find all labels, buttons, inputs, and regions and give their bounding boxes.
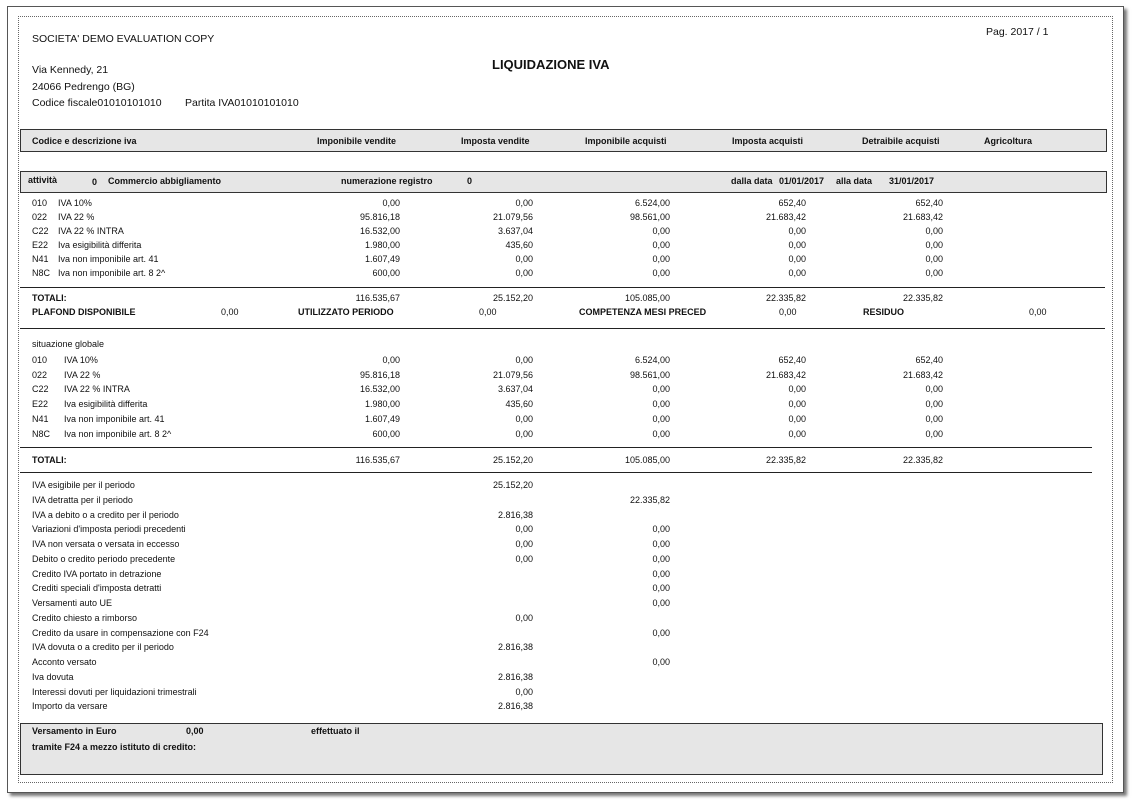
imposta-acquisti-cell: 0,00 xyxy=(788,268,806,278)
totals-label: TOTALI: xyxy=(32,293,67,303)
col-detraibile-acquisti: Detraibile acquisti xyxy=(862,136,940,146)
vat-description: Iva non imponibile art. 8 2^ xyxy=(58,268,166,278)
summary-label: Credito da usare in compensazione con F24 xyxy=(32,627,209,638)
report-page xyxy=(7,6,1124,793)
totals-v3: 105.085,00 xyxy=(624,293,670,303)
totals2-label: TOTALI: xyxy=(32,455,67,465)
global-imposta-vendite-cell: 0,00 xyxy=(515,355,533,365)
summary-label: Importo da versare xyxy=(32,701,108,712)
payment-date-label: effettuato il xyxy=(311,726,360,736)
plafond-disp-label: PLAFOND DISPONIBILE xyxy=(32,307,136,317)
vat-code: N8C xyxy=(32,268,51,278)
imposta-acquisti-cell: 0,00 xyxy=(788,254,806,264)
plafond-comp-value: 0,00 xyxy=(779,307,797,317)
summary-debit-value: 2.816,38 xyxy=(497,671,533,682)
imposta-vendite-cell: 435,60 xyxy=(505,240,533,250)
vat-description: IVA 22 % xyxy=(58,212,95,222)
imposta-vendite-cell: 21.079,56 xyxy=(492,212,533,222)
global-imposta-acquisti-cell: 0,00 xyxy=(788,414,806,424)
imponibile-vendite-cell: 0,00 xyxy=(382,198,400,208)
global-imponibile-vendite-cell: 95.816,18 xyxy=(359,370,400,380)
global-detraibile-acquisti-cell: 0,00 xyxy=(925,384,943,394)
summary-label: IVA non versata o versata in eccesso xyxy=(32,539,180,549)
global-vat-code: 022 xyxy=(32,370,48,380)
global-imponibile-vendite-cell: 1.980,00 xyxy=(364,399,400,409)
global-imposta-acquisti-cell: 0,00 xyxy=(788,399,806,409)
global-vat-description: IVA 10% xyxy=(64,355,98,365)
summary-label: IVA esigibile per il periodo xyxy=(32,480,135,490)
global-imposta-acquisti-cell: 0,00 xyxy=(788,384,806,394)
global-imponibile-acquisti-cell: 0,00 xyxy=(652,384,670,394)
global-vat-description: IVA 22 % xyxy=(64,370,101,380)
global-imponibile-vendite-cell: 0,00 xyxy=(382,355,400,365)
global-detraibile-acquisti-cell: 0,00 xyxy=(925,429,943,439)
plafond-res-value: 0,00 xyxy=(1029,307,1047,317)
imponibile-vendite-cell: 1.980,00 xyxy=(364,240,400,250)
summary-credit-value: 0,00 xyxy=(652,583,670,594)
global-imposta-vendite-cell: 0,00 xyxy=(515,429,533,439)
summary-debit-value: 0,00 xyxy=(515,612,533,623)
activity-label: attività xyxy=(28,175,58,185)
imponibile-acquisti-cell: 0,00 xyxy=(652,240,670,250)
report-title: LIQUIDAZIONE IVA xyxy=(492,57,610,72)
imposta-vendite-cell: 0,00 xyxy=(515,254,533,264)
plafond-disp-value: 0,00 xyxy=(221,307,239,317)
summary-debit-value: 0,00 xyxy=(515,686,533,697)
totals-v2: 25.152,20 xyxy=(492,293,533,303)
global-vat-description: Iva non imponibile art. 8 2^ xyxy=(64,429,172,439)
global-imponibile-acquisti-cell: 0,00 xyxy=(652,399,670,409)
global-imposta-vendite-cell: 21.079,56 xyxy=(492,370,533,380)
totals-v1: 116.535,67 xyxy=(355,293,400,303)
global-imposta-vendite-cell: 0,00 xyxy=(515,414,533,424)
global-detraibile-acquisti-cell: 652,40 xyxy=(915,355,943,365)
global-situation-label: situazione globale xyxy=(32,339,105,349)
divider xyxy=(20,328,1105,329)
global-vat-description: Iva non imponibile art. 41 xyxy=(64,414,165,424)
vat-code: E22 xyxy=(32,240,49,250)
from-date-label: dalla data xyxy=(731,176,773,186)
global-imponibile-vendite-cell: 1.607,49 xyxy=(364,414,400,424)
summary-debit-value: 2.816,38 xyxy=(497,509,533,520)
summary-debit-value: 2.816,38 xyxy=(497,701,533,712)
vat-number: Partita IVA01010101010 xyxy=(185,97,299,109)
global-vat-description: IVA 22 % INTRA xyxy=(64,384,130,394)
company-name: SOCIETA' DEMO EVALUATION COPY xyxy=(32,33,215,45)
totals-v5: 22.335,82 xyxy=(902,293,943,303)
imposta-acquisti-cell: 21.683,42 xyxy=(765,212,806,222)
summary-label: Credito IVA portato in detrazione xyxy=(32,568,162,579)
vat-description: IVA 10% xyxy=(58,198,92,208)
payment-method: tramite F24 a mezzo istituto di credito: xyxy=(32,742,197,752)
col-imposta-acquisti: Imposta acquisti xyxy=(732,136,804,146)
global-detraibile-acquisti-cell: 21.683,42 xyxy=(902,370,943,380)
summary-label: Credito chiesto a rimborso xyxy=(32,612,138,623)
vat-description: Iva non imponibile art. 41 xyxy=(58,254,159,264)
summary-credit-value: 0,00 xyxy=(652,539,670,549)
imposta-vendite-cell: 0,00 xyxy=(515,198,533,208)
imponibile-vendite-cell: 600,00 xyxy=(372,268,400,278)
summary-debit-value: 0,00 xyxy=(515,553,533,564)
imponibile-acquisti-cell: 0,00 xyxy=(652,226,670,236)
summary-label: Interessi dovuti per liquidazioni trimestrali xyxy=(32,686,197,697)
global-imposta-acquisti-cell: 0,00 xyxy=(788,429,806,439)
imponibile-acquisti-cell: 0,00 xyxy=(652,254,670,264)
detraibile-acquisti-cell: 0,00 xyxy=(925,226,943,236)
global-imponibile-vendite-cell: 600,00 xyxy=(372,429,400,439)
imponibile-acquisti-cell: 98.561,00 xyxy=(629,212,670,222)
vat-code: 022 xyxy=(32,212,48,222)
global-vat-code: N8C xyxy=(32,429,51,439)
payment-label: Versamento in Euro xyxy=(32,726,117,736)
to-date-value: 31/01/2017 xyxy=(889,176,935,186)
summary-label: Versamenti auto UE xyxy=(32,598,113,608)
global-imposta-acquisti-cell: 21.683,42 xyxy=(765,370,806,380)
vat-description: Iva esigibilità differita xyxy=(58,240,142,250)
imponibile-acquisti-cell: 0,00 xyxy=(652,268,670,278)
plafond-comp-label: COMPETENZA MESI PRECED xyxy=(579,307,707,317)
global-vat-code: E22 xyxy=(32,399,49,409)
activity-desc: Commercio abbigliamento xyxy=(108,176,222,186)
col-imposta-vendite: Imposta vendite xyxy=(461,136,530,146)
detraibile-acquisti-cell: 652,40 xyxy=(915,198,943,208)
numreg-value: 0 xyxy=(467,176,473,186)
summary-label: Crediti speciali d'imposta detratti xyxy=(32,583,162,594)
global-imponibile-acquisti-cell: 98.561,00 xyxy=(629,370,670,380)
page-number: Pag. 2017 / 1 xyxy=(986,26,1049,38)
summary-debit-value: 25.152,20 xyxy=(492,480,533,490)
summary-label: IVA dovuta o a credito per il periodo xyxy=(32,642,174,653)
imponibile-vendite-cell: 16.532,00 xyxy=(359,226,400,236)
from-date-value: 01/01/2017 xyxy=(779,176,825,186)
totals-v4: 22.335,82 xyxy=(765,293,806,303)
col-imponibile-vendite: Imponibile vendite xyxy=(317,136,397,146)
detraibile-acquisti-cell: 0,00 xyxy=(925,268,943,278)
detraibile-acquisti-cell: 0,00 xyxy=(925,254,943,264)
summary-debit-value: 0,00 xyxy=(515,539,533,549)
company-address: Via Kennedy, 21 xyxy=(32,64,109,76)
summary-label: IVA a debito o a credito per il periodo xyxy=(32,509,179,520)
summary-credit-value: 0,00 xyxy=(652,657,670,667)
global-vat-code: C22 xyxy=(32,384,49,394)
numreg-label: numerazione registro xyxy=(341,176,433,186)
col-code-desc: Codice e descrizione iva xyxy=(32,136,137,146)
summary-debit-value: 0,00 xyxy=(515,524,533,535)
payment-footer xyxy=(20,723,1103,775)
global-imponibile-vendite-cell: 16.532,00 xyxy=(359,384,400,394)
imposta-acquisti-cell: 0,00 xyxy=(788,226,806,236)
divider xyxy=(20,447,1092,448)
summary-credit-value: 0,00 xyxy=(652,524,670,535)
col-imponibile-acquisti: Imponibile acquisti xyxy=(585,136,667,146)
vat-code: N41 xyxy=(32,254,49,264)
detraibile-acquisti-cell: 0,00 xyxy=(925,240,943,250)
totals2-v2: 25.152,20 xyxy=(492,455,533,465)
totals2-v4: 22.335,82 xyxy=(765,455,806,465)
totals2-v3: 105.085,00 xyxy=(624,455,670,465)
summary-label: Iva dovuta xyxy=(32,671,74,682)
col-agricoltura: Agricoltura xyxy=(984,136,1033,146)
global-vat-code: N41 xyxy=(32,414,49,424)
global-imposta-acquisti-cell: 652,40 xyxy=(778,355,806,365)
payment-value: 0,00 xyxy=(186,726,204,736)
global-detraibile-acquisti-cell: 0,00 xyxy=(925,414,943,424)
totals2-v5: 22.335,82 xyxy=(902,455,943,465)
summary-credit-value: 0,00 xyxy=(652,553,670,564)
fiscal-code: Codice fiscale01010101010 xyxy=(32,97,162,109)
column-header-bar xyxy=(20,129,1107,152)
vat-code: C22 xyxy=(32,226,49,236)
vat-code: 010 xyxy=(32,198,48,208)
imposta-vendite-cell: 0,00 xyxy=(515,268,533,278)
global-imposta-vendite-cell: 435,60 xyxy=(505,399,533,409)
global-vat-code: 010 xyxy=(32,355,48,365)
divider xyxy=(20,287,1105,288)
imponibile-acquisti-cell: 6.524,00 xyxy=(634,198,670,208)
summary-label: Variazioni d'imposta periodi precedenti xyxy=(32,524,186,535)
activity-code: 0 xyxy=(92,177,98,187)
vat-description: IVA 22 % INTRA xyxy=(58,226,124,236)
summary-credit-value: 0,00 xyxy=(652,568,670,579)
totals2-v1: 116.535,67 xyxy=(355,455,400,465)
global-vat-description: Iva esigibilità differita xyxy=(64,399,148,409)
company-city: 24066 Pedrengo (BG) xyxy=(32,81,135,93)
summary-label: IVA detratta per il periodo xyxy=(32,494,133,505)
activity-bar xyxy=(20,171,1107,193)
summary-label: Debito o credito periodo precedente xyxy=(32,553,176,564)
summary-credit-value: 0,00 xyxy=(652,598,670,608)
to-date-label: alla data xyxy=(836,176,873,186)
detraibile-acquisti-cell: 21.683,42 xyxy=(902,212,943,222)
imponibile-vendite-cell: 1.607,49 xyxy=(364,254,400,264)
divider xyxy=(20,472,1092,473)
imposta-vendite-cell: 3.637,04 xyxy=(497,226,533,236)
summary-label: Acconto versato xyxy=(32,657,97,667)
global-imponibile-acquisti-cell: 0,00 xyxy=(652,414,670,424)
summary-credit-value: 0,00 xyxy=(652,627,670,638)
global-imponibile-acquisti-cell: 6.524,00 xyxy=(634,355,670,365)
imponibile-vendite-cell: 95.816,18 xyxy=(359,212,400,222)
plafond-util-value: 0,00 xyxy=(479,307,497,317)
global-imposta-vendite-cell: 3.637,04 xyxy=(497,384,533,394)
summary-credit-value: 22.335,82 xyxy=(629,494,670,505)
global-detraibile-acquisti-cell: 0,00 xyxy=(925,399,943,409)
summary-debit-value: 2.816,38 xyxy=(497,642,533,653)
plafond-util-label: UTILIZZATO PERIODO xyxy=(298,307,394,317)
global-imponibile-acquisti-cell: 0,00 xyxy=(652,429,670,439)
imposta-acquisti-cell: 0,00 xyxy=(788,240,806,250)
plafond-res-label: RESIDUO xyxy=(863,307,905,317)
imposta-acquisti-cell: 652,40 xyxy=(778,198,806,208)
